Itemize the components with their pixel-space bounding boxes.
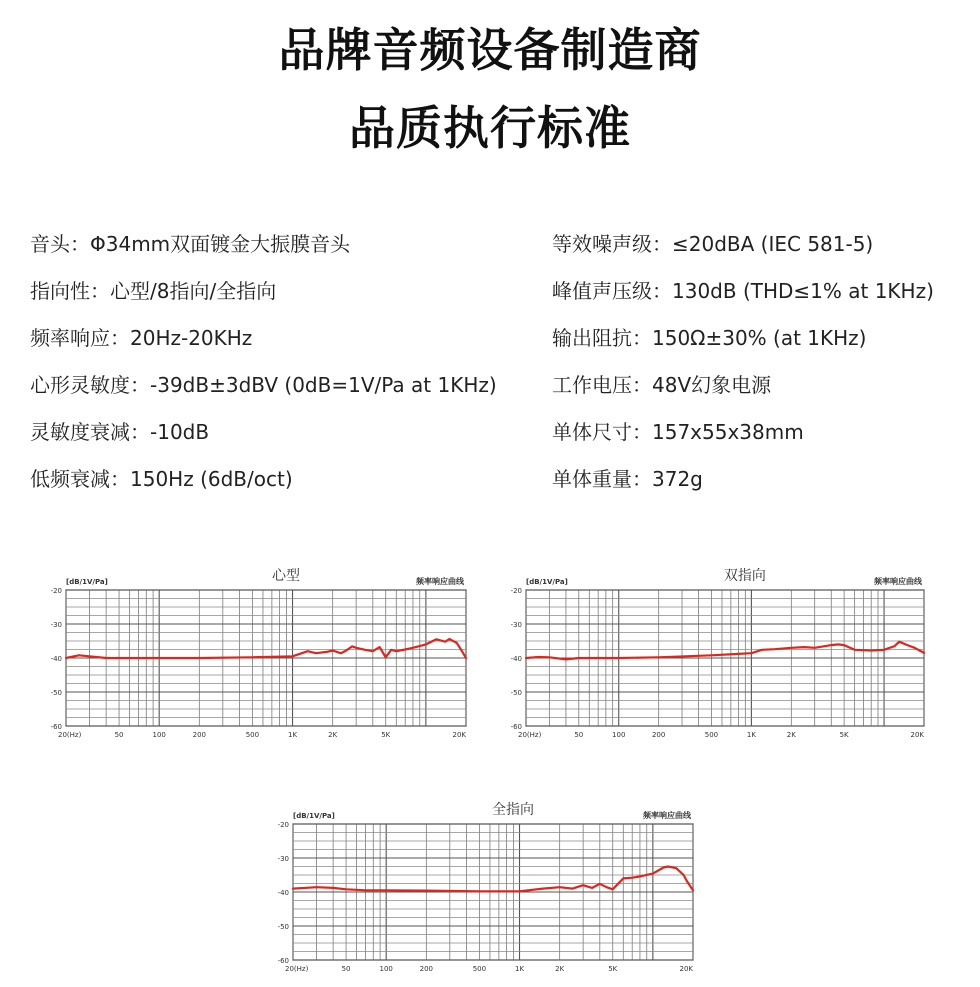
spec-item: 峰值声压级：130dB (THD≤1% at 1KHz) <box>552 279 934 303</box>
chart-title: 双指向 <box>723 568 766 584</box>
x-tick-label: 20K <box>452 731 466 739</box>
x-tick-label: 100 <box>152 731 166 739</box>
y-tick-label: -60 <box>510 723 522 731</box>
x-tick-label: 5K <box>381 731 391 739</box>
y-axis-unit-label: [dB/1V/Pa] <box>293 812 335 820</box>
x-tick-label: 50 <box>341 965 351 973</box>
x-tick-label: 100 <box>612 731 626 739</box>
y-tick-label: -50 <box>50 689 62 697</box>
spec-item: 指向性：心型/8指向/全指向 <box>30 279 277 303</box>
chart-subtitle: 频率响应曲线 <box>874 577 922 586</box>
y-tick-label: -50 <box>277 923 289 931</box>
x-tick-label: 1K <box>746 731 756 739</box>
x-tick-label: 20(Hz) <box>518 731 542 739</box>
chart-title: 全指向 <box>492 802 534 818</box>
x-tick-label: 1K <box>288 731 298 739</box>
spec-item: 低频衰减：150Hz (6dB/oct) <box>30 467 293 491</box>
spec-item: 工作电压：48V幻象电源 <box>552 373 772 397</box>
x-tick-label: 500 <box>245 731 260 739</box>
y-axis-unit-label: [dB/1V/Pa] <box>526 578 568 586</box>
x-tick-label: 500 <box>704 731 719 739</box>
y-axis-unit-label: [dB/1V/Pa] <box>66 578 108 586</box>
y-tick-label: -50 <box>510 689 522 697</box>
x-tick-label: 200 <box>192 731 207 739</box>
x-tick-label: 200 <box>419 965 434 973</box>
y-tick-label: -40 <box>50 655 62 663</box>
x-tick-label: 2K <box>786 731 796 739</box>
x-tick-label: 20K <box>910 731 924 739</box>
spec-item: 单体尺寸：157x55x38mm <box>552 420 804 444</box>
x-tick-label: 50 <box>574 731 584 739</box>
y-tick-label: -60 <box>50 723 62 731</box>
chart-title: 心型 <box>272 568 300 584</box>
spec-item: 频率响应：20Hz-20KHz <box>30 326 253 350</box>
x-tick-label: 100 <box>379 965 393 973</box>
chart-subtitle: 频率响应曲线 <box>416 577 464 586</box>
y-tick-label: -60 <box>277 957 289 965</box>
page-title-line1: 品牌音频设备制造商 <box>278 23 702 77</box>
y-tick-label: -30 <box>277 855 289 863</box>
frequency-response-chart-omni <box>256 796 704 982</box>
y-tick-label: -20 <box>50 587 62 595</box>
spec-item: 输出阻抗：150Ω±30% (at 1KHz) <box>552 326 867 350</box>
spec-item: 心形灵敏度：-39dB±3dBV (0dB=1V/Pa at 1KHz) <box>30 373 497 397</box>
x-tick-label: 50 <box>114 731 124 739</box>
x-tick-label: 5K <box>839 731 849 739</box>
x-tick-label: 20(Hz) <box>285 965 309 973</box>
page-title-line2: 品质执行标准 <box>349 101 631 155</box>
y-tick-label: -30 <box>510 621 522 629</box>
spec-item: 单体重量：372g <box>552 467 703 491</box>
x-tick-label: 2K <box>555 965 565 973</box>
y-tick-label: -30 <box>50 621 62 629</box>
x-tick-label: 20K <box>679 965 693 973</box>
spec-item: 等效噪声级：≤20dBA (IEC 581-5) <box>552 232 874 256</box>
x-tick-label: 20(Hz) <box>58 731 82 739</box>
x-tick-label: 1K <box>515 965 525 973</box>
y-tick-label: -40 <box>277 889 289 897</box>
x-tick-label: 200 <box>651 731 666 739</box>
y-tick-label: -40 <box>510 655 522 663</box>
x-tick-label: 5K <box>608 965 618 973</box>
x-tick-label: 2K <box>328 731 338 739</box>
y-tick-label: -20 <box>510 587 522 595</box>
x-tick-label: 500 <box>472 965 487 973</box>
spec-item: 音头：Φ34mm双面镀金大振膜音头 <box>30 232 351 256</box>
y-tick-label: -20 <box>277 821 289 829</box>
frequency-response-chart-figure8 <box>486 562 934 748</box>
frequency-response-chart-cardioid <box>26 562 474 748</box>
spec-item: 灵敏度衰减：-10dB <box>30 420 210 444</box>
chart-subtitle: 频率响应曲线 <box>643 811 691 820</box>
